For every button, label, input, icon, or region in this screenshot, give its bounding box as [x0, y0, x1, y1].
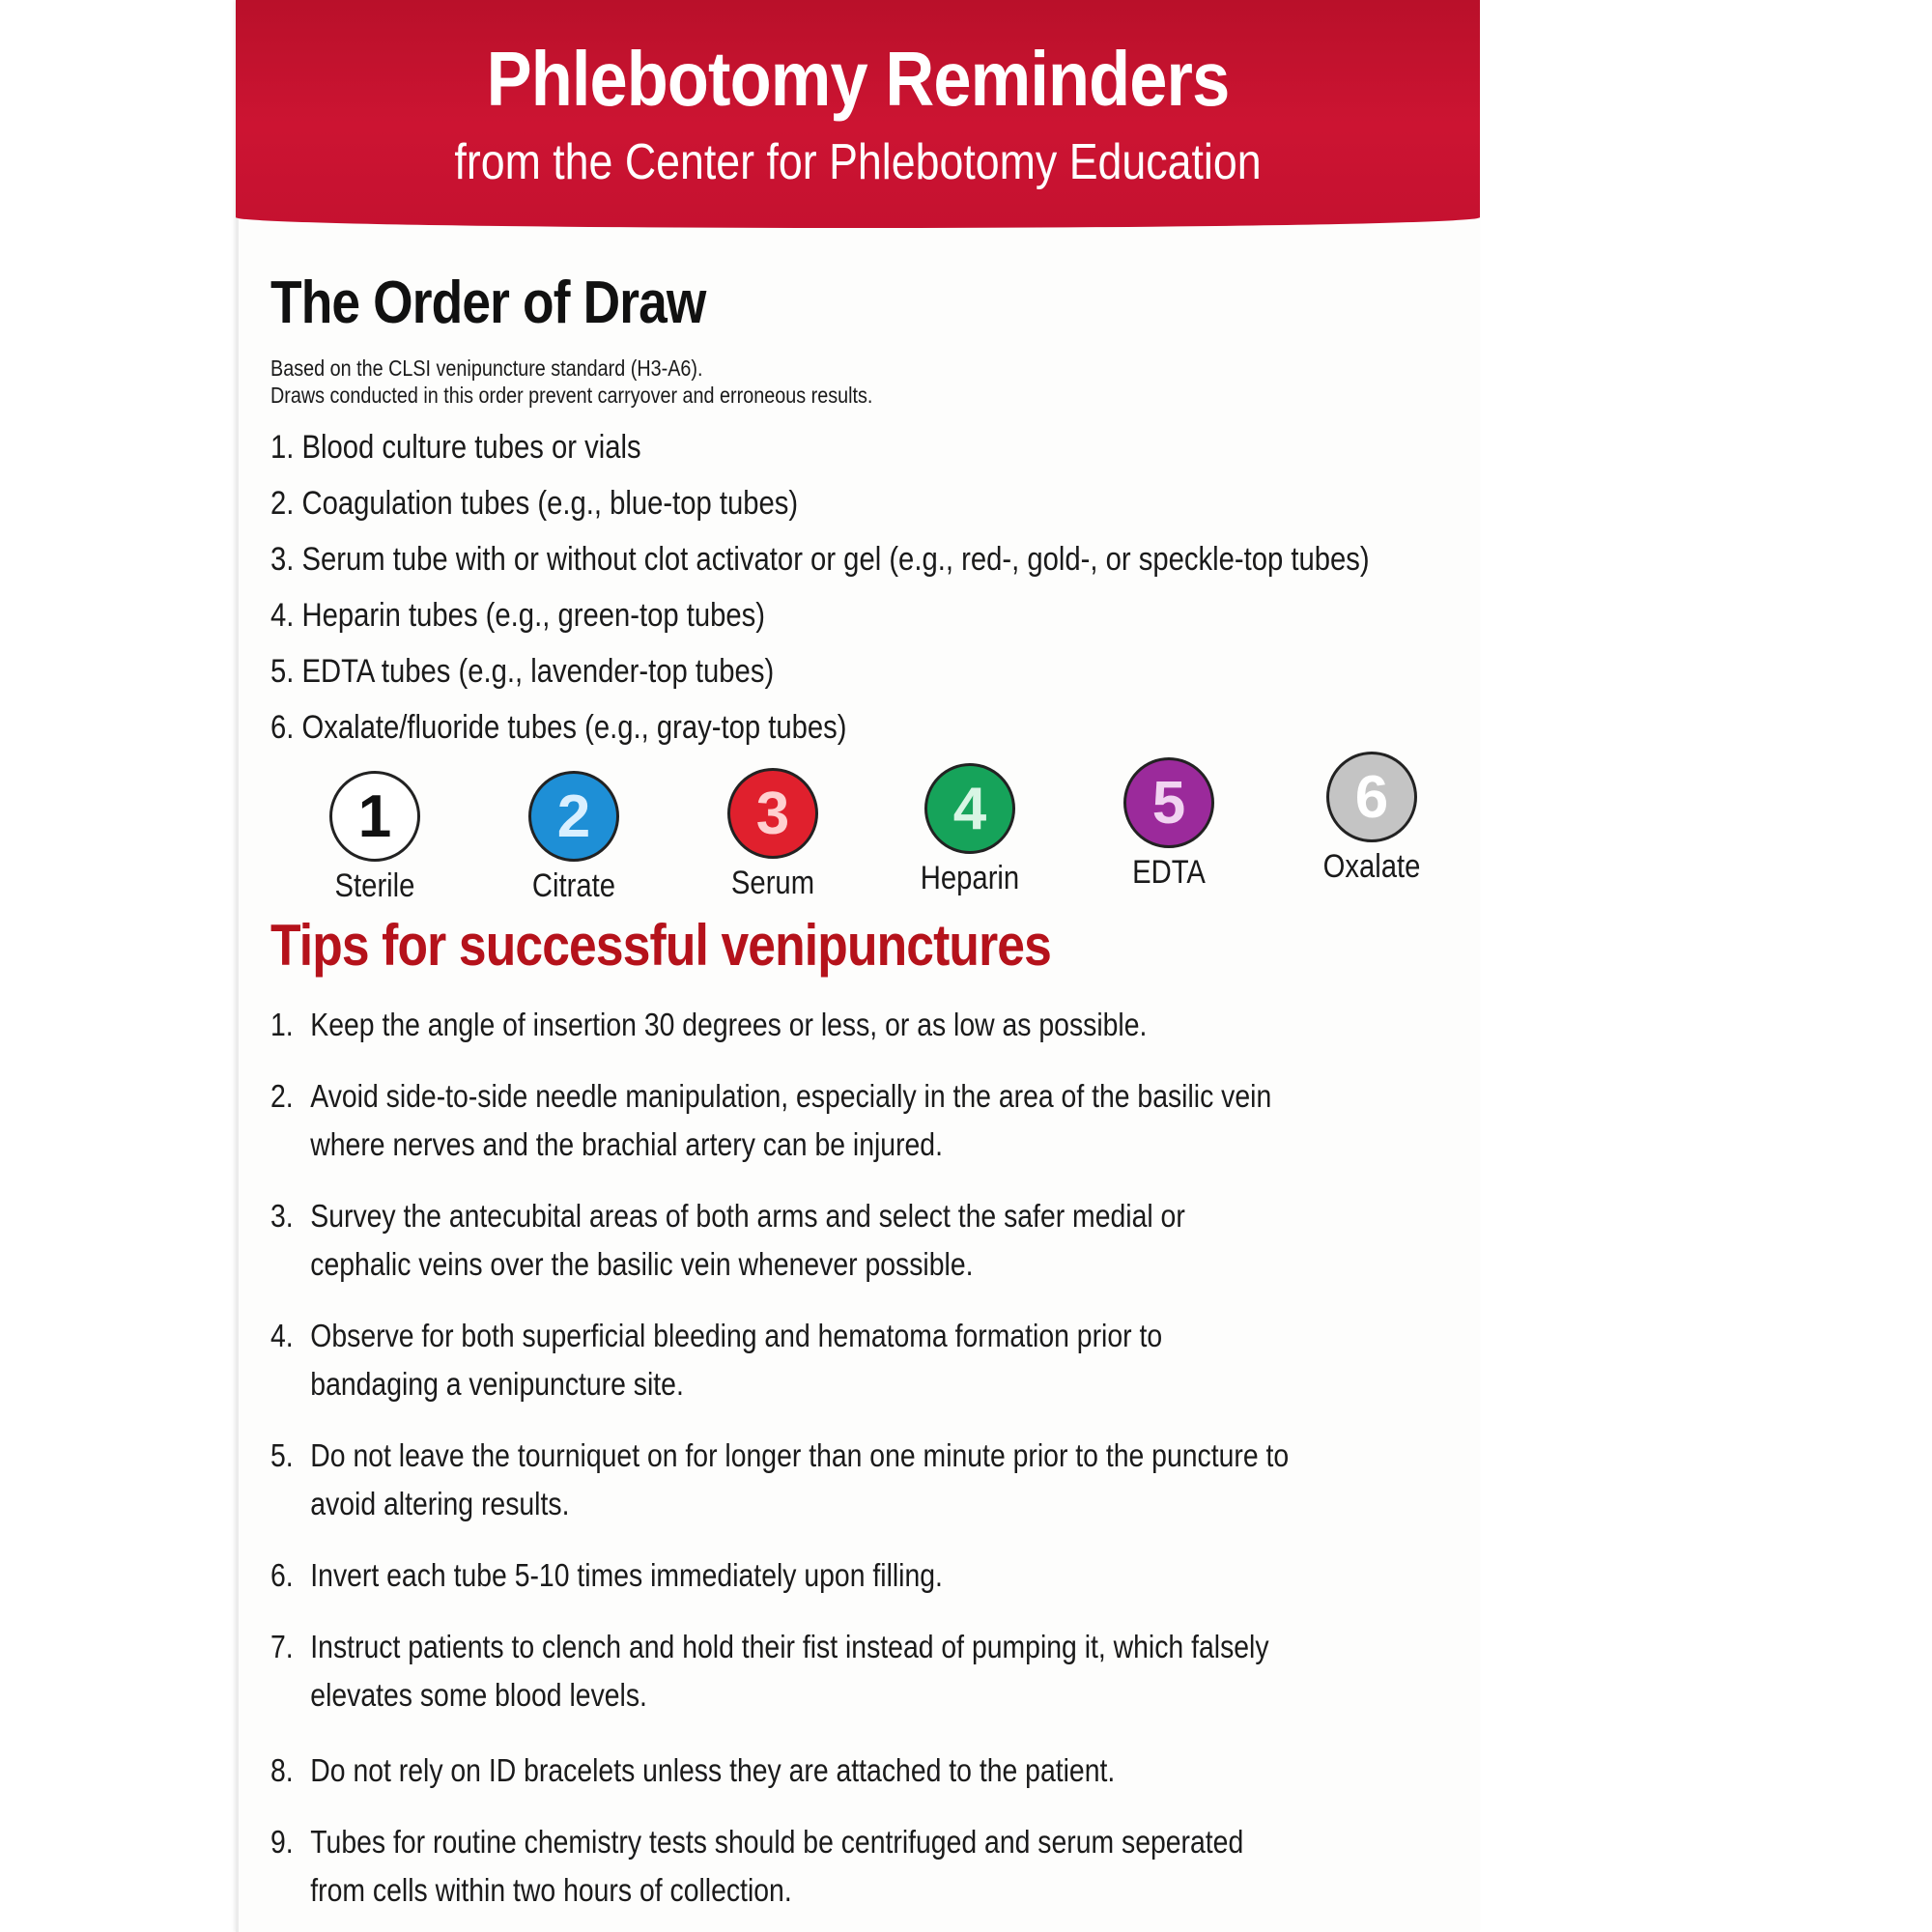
order-of-draw-heading: The Order of Draw [270, 270, 706, 336]
order-item: 5. EDTA tubes (e.g., lavender-top tubes) [270, 653, 775, 690]
tube-label: Sterile [334, 867, 415, 904]
tube-label: Serum [730, 865, 815, 901]
tube-citrate [477, 771, 670, 905]
tip-item [270, 1551, 1318, 1600]
tip-item [270, 1747, 1318, 1795]
tube-edta [1072, 757, 1265, 892]
tip-item [270, 1072, 1318, 1169]
tube-sterile [278, 771, 471, 905]
tip-text: Tubes for routine chemistry tests should be centrifuged and serum seperated from cells within two hours of collection. [310, 1824, 1244, 1908]
tip-number: 8. [270, 1752, 294, 1788]
order-item: 1. Blood culture tubes or vials [270, 429, 641, 466]
tip-number: 6. [270, 1557, 294, 1593]
tube-label: Oxalate [1322, 848, 1421, 885]
header-banner [236, 0, 1480, 228]
tip-item [270, 1001, 1318, 1049]
card-edge [236, 0, 239, 1932]
banner-title: Phlebotomy Reminders [486, 36, 1230, 122]
order-item: 6. Oxalate/fluoride tubes (e.g., gray-top tubes) [270, 709, 847, 746]
tube-label: Citrate [531, 867, 616, 904]
tip-number: 2. [270, 1078, 294, 1114]
tube-label: EDTA [1132, 854, 1206, 891]
order-item: 2. Coagulation tubes (e.g., blue-top tubes) [270, 485, 799, 522]
tube-circle-1: 1 [329, 771, 420, 862]
tip-text: Do not rely on ID bracelets unless they are attached to the patient. [310, 1752, 1116, 1788]
tip-number: 7. [270, 1629, 294, 1664]
tip-text: Instruct patients to clench and hold their fist instead of pumping it, which falsely elevates some blood levels. [310, 1629, 1269, 1713]
tube-circle-2: 2 [528, 771, 619, 862]
tip-number: 4. [270, 1318, 294, 1353]
tip-item [270, 1192, 1318, 1289]
tip-text: Survey the antecubital areas of both arms and select the safer medial or cephalic veins over the basilic vein whenever possible. [310, 1198, 1185, 1282]
tube-circle-5: 5 [1123, 757, 1214, 848]
order-note-line-2: Draws conducted in this order prevent carryover and erroneous results. [270, 383, 873, 408]
tube-circle-4: 4 [924, 763, 1015, 854]
tip-text: Invert each tube 5-10 times immediately upon filling. [310, 1557, 943, 1593]
tip-number: 3. [270, 1198, 294, 1234]
order-item: 4. Heparin tubes (e.g., green-top tubes) [270, 597, 766, 634]
tip-item [270, 1312, 1318, 1408]
tube-oxalate [1275, 752, 1468, 886]
tip-item [270, 1818, 1318, 1915]
banner-subtitle: from the Center for Phlebotomy Education [454, 134, 1262, 190]
tips-heading: Tips for successful venipunctures [270, 913, 1051, 978]
tube-circle-3: 3 [727, 768, 818, 859]
tip-item [270, 1623, 1318, 1719]
order-item: 3. Serum tube with or without clot activator or gel (e.g., red-, gold-, or speckle-top tubes) [270, 541, 1370, 578]
tube-label: Heparin [920, 860, 1020, 896]
tip-number: 1. [270, 1007, 294, 1042]
tube-heparin [873, 763, 1066, 897]
tip-text: Do not leave the tourniquet on for longer than one minute prior to the puncture to avoid altering results. [310, 1437, 1290, 1521]
tip-number: 9. [270, 1824, 294, 1860]
tube-circle-6: 6 [1326, 752, 1417, 842]
tip-text: Avoid side-to-side needle manipulation, especially in the area of the basilic vein where nerves and the brachial artery can be injured. [310, 1078, 1272, 1162]
tip-text: Observe for both superficial bleeding and hematoma formation prior to bandaging a venipuncture site. [310, 1318, 1163, 1402]
reminder-card [236, 0, 1480, 1932]
tip-number: 5. [270, 1437, 294, 1473]
tip-text: Keep the angle of insertion 30 degrees or less, or as low as possible. [310, 1007, 1148, 1042]
order-note-line-1: Based on the CLSI venipuncture standard (H3-A6). [270, 355, 703, 381]
tip-item [270, 1432, 1318, 1528]
tube-serum [676, 768, 869, 902]
